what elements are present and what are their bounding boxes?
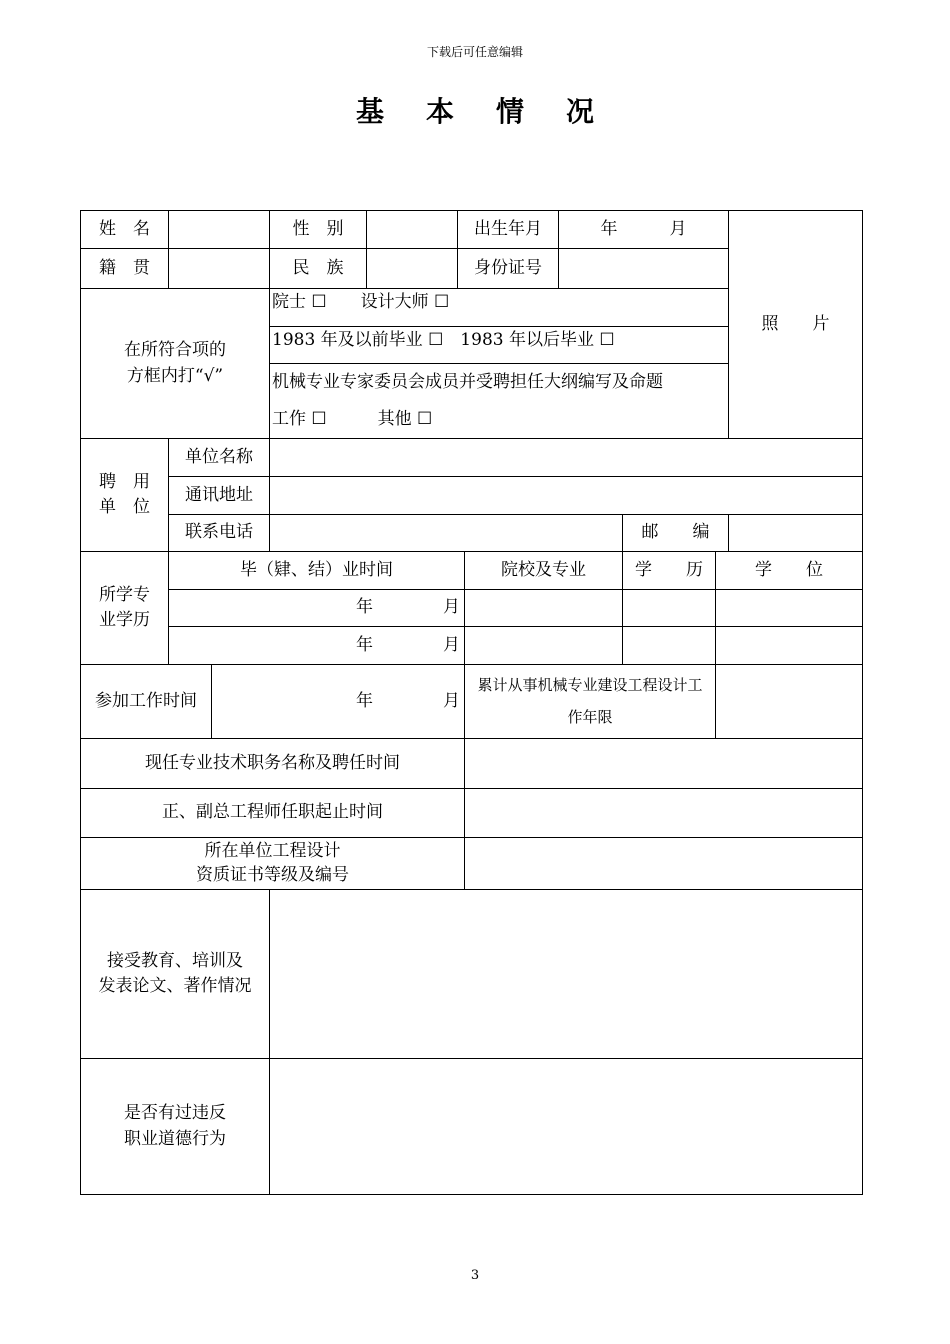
ethnic-label: 民 族: [270, 249, 367, 289]
work-years-label-l2: 作年限: [567, 707, 613, 726]
qualification-label-l1: 所在单位工程设计: [204, 840, 341, 861]
edu-field[interactable]: [623, 590, 716, 627]
option-committee-l1[interactable]: 机械专业专家委员会成员并受聘担任大纲编写及命题: [272, 372, 663, 392]
checkbox-instructions-l2: 方框内打“√”: [126, 365, 224, 386]
school-field[interactable]: [465, 627, 623, 665]
title-char: 情: [496, 95, 525, 128]
address-label: 通讯地址: [169, 477, 270, 515]
origin-field[interactable]: [169, 249, 270, 289]
phone-field[interactable]: [270, 515, 623, 552]
address-field[interactable]: [270, 477, 863, 515]
education-label-l1: 所学专: [99, 584, 150, 605]
month-unit: 月: [443, 690, 460, 711]
training-label-l2: 发表论文、著作情况: [98, 976, 252, 996]
grad-time-field[interactable]: [169, 627, 465, 665]
page-number: 3: [470, 1268, 480, 1283]
grad-time-header: 毕（肄、结）业时间: [169, 552, 465, 590]
id-field[interactable]: [559, 249, 729, 289]
page-title: [0, 90, 950, 130]
gender-field[interactable]: [367, 211, 458, 249]
birth-field[interactable]: [559, 211, 729, 249]
title-char: 基: [355, 95, 384, 128]
employer-label: [81, 439, 169, 552]
education-label: [81, 552, 169, 665]
qualification-label-l2: 资质证书等级及编号: [196, 864, 349, 885]
year-unit: 年: [356, 634, 373, 655]
training-label-l1: 接受教育、培训及: [107, 950, 243, 971]
degree-field[interactable]: [716, 627, 863, 665]
postcode-label: 邮 编: [623, 515, 729, 552]
employer-label-l2: 单 位: [99, 497, 150, 517]
header-note: 下载后可任意编辑: [426, 45, 523, 59]
education-label-l2: 业学历: [99, 610, 150, 630]
degree-field[interactable]: [716, 590, 863, 627]
phone-label: 联系电话: [169, 515, 270, 552]
id-label: 身份证号: [458, 249, 559, 289]
name-label: 姓 名: [81, 211, 169, 249]
month-unit: 月: [669, 218, 687, 239]
qualification-field[interactable]: [465, 838, 863, 890]
ethics-label-l2: 职业道德行为: [124, 1128, 226, 1149]
unit-name-field[interactable]: [270, 439, 863, 477]
ethics-label: [81, 1059, 270, 1195]
ethics-label-l1: 是否有过违反: [124, 1103, 226, 1123]
month-unit: 月: [443, 634, 460, 655]
work-start-label: 参加工作时间: [81, 665, 212, 739]
option-academician[interactable]: 院士 ☐ 设计大师 ☐: [270, 289, 728, 327]
work-start-field[interactable]: [212, 665, 465, 739]
year-unit: 年: [356, 690, 373, 711]
gender-label: 性 别: [270, 211, 367, 249]
employer-label-l1: 聘 用: [99, 471, 150, 492]
year-unit: 年: [600, 218, 618, 239]
photo-cell[interactable]: 照 片: [729, 211, 863, 439]
chief-engineer-label: 正、副总工程师任职起止时间: [81, 789, 465, 838]
edu-field[interactable]: [623, 627, 716, 665]
tech-title-label: 现任专业技术职务名称及聘任时间: [81, 739, 465, 789]
school-field[interactable]: [465, 590, 623, 627]
option-committee-l2[interactable]: 工作 ☐ 其他 ☐: [272, 409, 433, 429]
grad-time-field[interactable]: [169, 590, 465, 627]
ethnic-field[interactable]: [367, 249, 458, 289]
birth-label: 出生年月: [458, 211, 559, 249]
school-header: 院校及专业: [465, 552, 623, 590]
month-unit: 月: [443, 597, 460, 618]
work-years-field[interactable]: [716, 665, 863, 739]
origin-label: 籍 贯: [81, 249, 169, 289]
tech-title-field[interactable]: [465, 739, 863, 789]
ethics-field[interactable]: [270, 1059, 863, 1195]
work-years-label: [465, 665, 716, 739]
training-label: [81, 890, 270, 1059]
edu-header: 学 历: [623, 552, 716, 590]
qualification-label: [81, 838, 465, 890]
option-graduation[interactable]: 1983 年及以前毕业 ☐ 1983 年以后毕业 ☐: [270, 327, 728, 364]
name-field[interactable]: [169, 211, 270, 249]
unit-name-label: 单位名称: [169, 439, 270, 477]
basic-info-form: [80, 210, 863, 1195]
training-field[interactable]: [270, 890, 863, 1059]
degree-header: 学 位: [716, 552, 863, 590]
title-char: 况: [566, 95, 595, 128]
title-char: 本: [425, 95, 454, 128]
work-years-label-l1: 累计从事机械专业建设工程设计工: [477, 676, 703, 694]
checkbox-instructions: [81, 289, 270, 439]
chief-engineer-field[interactable]: [465, 789, 863, 838]
checkbox-instructions-l1: 在所符合项的: [124, 340, 226, 360]
postcode-field[interactable]: [729, 515, 863, 552]
checkbox-options: [270, 289, 729, 439]
year-unit: 年: [356, 597, 373, 618]
